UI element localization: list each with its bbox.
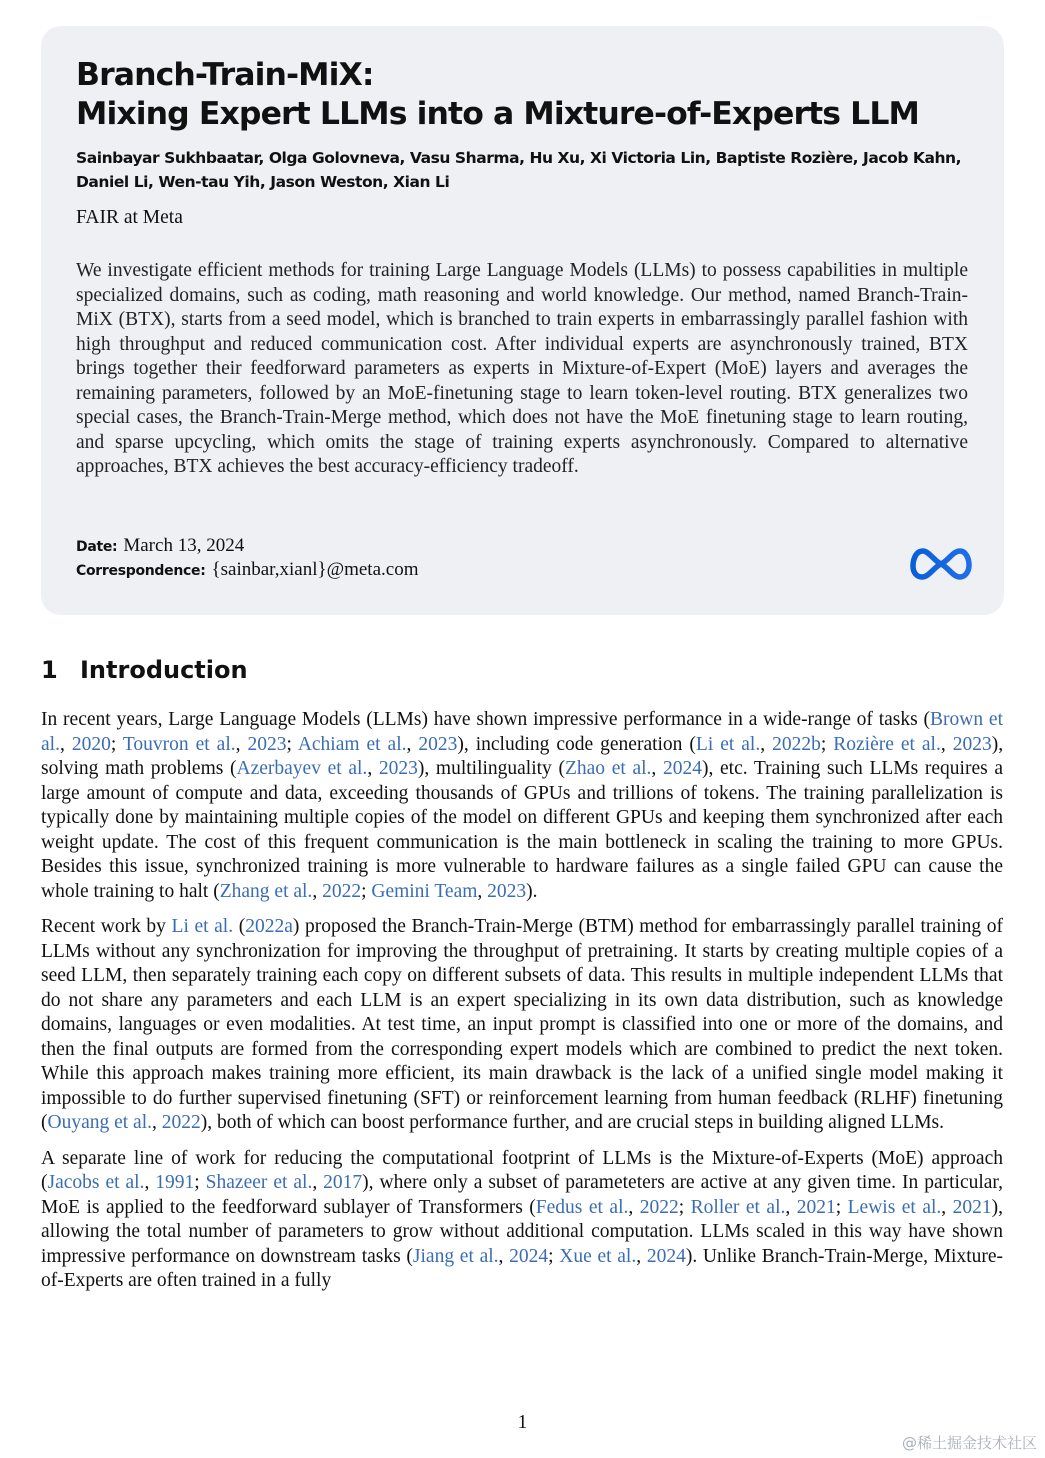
citation-link[interactable]: 2022 [322,880,362,902]
citation-link[interactable]: Fedus et al. [535,1196,629,1218]
citation-link[interactable]: 2017 [323,1172,363,1193]
citation-link[interactable]: Jiang et al. [412,1245,499,1267]
correspondence-line [76,558,418,583]
author-list: Sainbayar Sukhbaatar, Olga Golovneva, Vasu Sharma, Hu Xu, Xi Victoria Lin, Baptiste Rozière, Jacob Kahn, Daniel Li, Wen-tau Yih, Jason Weston, Xian Li [76,149,962,191]
date-value: March 13, 2024 [123,535,245,556]
citation-link[interactable]: 2021 [952,1196,992,1218]
citation-link[interactable]: Lewis et al. [847,1196,942,1218]
citation-link[interactable]: Zhao et al. [564,758,652,779]
abstract: We investigate efficient methods for training Large Language Models (LLMs) to possess capabilities in multiple specialized domains, such as coding, math reasoning and world knowledge. Our method, named Branch-Train-MiX (BTX), starts from a seed model, which is branched to train experts in embarrassingly parallel fashion with high throughput and reduced communication cost. After individual experts are asynchronously trained, BTX brings together their feedforward parameters as experts in Mixture-of-Expert (MoE) layers and averages the remaining parameters, followed by an MoE-finetuning stage to learn token-level routing. BTX generalizes two special cases, the Branch-Train-Merge method, which does not have the MoE finetuning stage to learn routing, and sparse upcycling, which omits the stage of training experts asynchronously. Compared to alternative approaches, BTX achieves the best accuracy-efficiency tradeoff. [76,260,968,477]
paragraph-text: ), multilinguality ( [417,758,565,779]
paragraph-text: ), etc. Training such LLMs requires a large amount of compute and data, exceeding thousands of GPUs and trillions of tokens. The training parallelization is typically done by maintaining multiple copies of the model on different GPUs and keeping them synchronized after each weight update. The cost of this frequent communication is the main bottleneck in scaling the training to more GPUs. Besides this issue, synchronized training is more vulnerable to hardware failures as a single failed GPU can cause the whole training to halt ( [41,758,1004,902]
citation-link[interactable]: Ouyang et al. [47,1112,153,1133]
paragraph-text: ; [820,733,834,755]
citation-link[interactable]: 2024 [662,758,702,779]
paragraph-text: , [498,1245,510,1267]
paragraph-text: , [636,1245,647,1267]
paragraph-text: ). Unlike Branch-Train-Merge, Mixture-of-Experts are often trained in a fully [41,1245,1004,1291]
paragraph-text: , [628,1196,640,1218]
paragraph-text: ), including code generation ( [457,733,696,755]
body-paragraph [41,1147,1003,1294]
paragraph-text: , [312,1172,324,1193]
paragraph-text: ), allowing the total number of parameters to grow without additional computation. LLMs scaled in this way have shown impressive performance on downstream tasks ( [41,1196,1004,1267]
paragraph-text: ( [233,916,246,937]
paragraph-text: ; [548,1245,560,1267]
citation-link[interactable]: 2021 [796,1196,836,1218]
citation-link[interactable]: Touvron et al. [122,733,236,755]
paragraph-text: ; [835,1196,848,1218]
paragraph-text: ) proposed the Branch-Train-Merge (BTM) method for embarrassingly parallel training of LLMs without any synchronization for improving the throughput of pretraining. It starts by creating multiple copies of a seed LLM, then separately training each copy on different subsets of data. This results in multiple independent LLMs that do not share any parameters and each LLM is an expert specializing in its own data distribution, such as knowledge domains, languages or even modalities. At test time, an input prompt is classified into one or more of the domains, and then the final outputs are formed from the corresponding expert models which are combined to predict the next token. While this approach makes training more efficient, its main drawback is the lack of a unified single model making it impossible to do further supervised finetuning (SFT) or reinforcement learning from human feedback (RLHF) finetuning ( [41,916,1004,1133]
citation-link[interactable]: 2022a [245,916,293,937]
citation-link[interactable]: Jacobs et al. [47,1172,145,1193]
citation-link[interactable]: 2023 [952,733,992,755]
citation-link[interactable]: Zhang et al. [219,880,313,902]
paragraph-text: ; [286,733,298,755]
paragraph-text: A separate line of work for reducing the computational footprint of LLMs is the Mixture-of-Experts (MoE) approach ( [41,1147,1003,1193]
paragraph-text: , [941,1196,953,1218]
paragraph-text: , [144,1172,156,1193]
citation-link[interactable]: 2023 [378,758,418,779]
meta-logo-icon [910,545,972,583]
paragraph-text: ), solving math problems ( [41,733,1004,779]
paragraph-text: In recent years, Large Language Models (LLMs) have shown impressive performance in a wide-range of tasks ( [41,709,931,730]
introduction-body [41,708,1003,1305]
citation-link[interactable]: 2023 [487,880,527,902]
citation-link[interactable]: Brown et al. [41,709,1003,755]
body-paragraph [41,708,1003,904]
citation-link[interactable]: Azerbayev et al. [236,758,368,779]
paragraph-text: ). [526,880,538,902]
paragraph-text: , [760,733,773,755]
citation-link[interactable]: 2022 [639,1196,679,1218]
citation-link[interactable]: Xue et al. [559,1245,637,1267]
date-label: Date: [76,539,118,555]
paragraph-text: ), where only a subset of parameteters are active at any given time. In particular, MoE is applied to the feedforward sublayer of Transformers ( [41,1172,1004,1218]
section-title: Introduction [80,656,248,684]
paragraph-text: ; [678,1196,691,1218]
paragraph-text: ; [110,733,123,755]
paper-title [76,56,1006,134]
citation-link[interactable]: Shazeer et al. [205,1172,313,1193]
citation-link[interactable]: 2023 [418,733,458,755]
body-paragraph [41,915,1003,1136]
paragraph-text: , [152,1112,162,1133]
paragraph-text: , [406,733,419,755]
paragraph-text: ; [361,880,372,902]
citation-link[interactable]: 2022b [772,733,821,755]
citation-link[interactable]: 2024 [646,1245,686,1267]
citation-link[interactable]: Rozière et al. [833,733,941,755]
title-line-2: Mixing Expert LLMs into a Mixture-of-Experts LLM [76,96,919,132]
paragraph-text: ), both of which can boost performance further, and are crucial steps in building aligned LLMs. [200,1112,945,1133]
citation-link[interactable]: Li et al. [171,916,234,937]
paragraph-text: , [785,1196,797,1218]
citation-link[interactable]: 2023 [247,733,287,755]
date-line [76,534,244,559]
correspondence-label: Correspondence: [76,563,206,579]
paragraph-text: Recent work by [41,916,172,937]
citation-link[interactable]: Achiam et al. [297,733,407,755]
citation-link[interactable]: 2024 [509,1245,549,1267]
paragraph-text: , [235,733,248,755]
section-heading [41,653,248,687]
section-number: 1 [41,656,58,684]
paragraph-text: ; [194,1172,206,1193]
citation-link[interactable]: Gemini Team [371,880,478,902]
correspondence-email: {sainbar,xianl}@meta.com [211,559,419,580]
paragraph-text: , [367,758,379,779]
title-line-1: Branch-Train-MiX: [76,57,374,93]
citation-link[interactable]: 1991 [155,1172,195,1193]
paragraph-text: , [651,758,663,779]
citation-link[interactable]: 2022 [161,1112,201,1133]
citation-link[interactable]: 2020 [71,733,111,755]
citation-link[interactable]: Li et al. [695,733,761,755]
paragraph-text: , [940,733,953,755]
watermark: @稀土掘金技术社区 [901,1434,1037,1452]
citation-link[interactable]: Roller et al. [690,1196,786,1218]
paragraph-text: , [59,733,72,755]
paragraph-text: , [312,880,323,902]
page-number: 1 [517,1412,528,1433]
affiliation: FAIR at Meta [76,207,183,228]
paragraph-text: , [477,880,488,902]
